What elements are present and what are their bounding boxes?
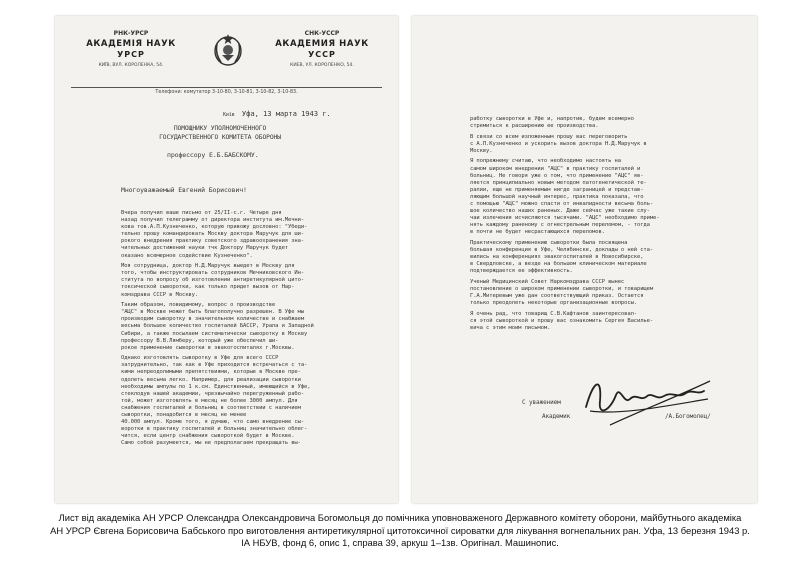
- letter-line: шое количество наших раненых. Даже сейчас уже такие слу-: [470, 208, 650, 215]
- signature-name: /А.Богомолец/: [665, 413, 711, 420]
- letter-line: Я попрежнему считаю, что необходимо настоять на: [470, 158, 621, 165]
- letter-line: чится, если центр снабжения сывороткой будет в Москве.: [121, 433, 295, 440]
- letter-line: снабжения госпиталей и больниц в соответствии с наличием: [121, 404, 301, 411]
- letter-line: необходимы ампулы по 1 к.см. Единственный, имеющийся в Уфе,: [121, 383, 311, 390]
- letter-line: большая конференция в Уфе, Челябинске, доклады о ней ста-: [470, 247, 654, 254]
- letterhead-left-name: АКАДЕМІЯ НАУК: [86, 39, 176, 49]
- letter-line: рокое применение сыворотки в эвакогоспиталях г.Москвы.: [121, 344, 295, 351]
- letter-line: чительных достижений науки тчк Доктору Маручук будет: [121, 245, 288, 252]
- letter-line: стеклодув нашей академии, чрезвычайно перегруженный рабо-: [121, 390, 305, 397]
- letter-body-back: [470, 116, 740, 332]
- letterhead-left-abbr: РНК-УРСР: [113, 30, 149, 37]
- letter-line: самом широком внедрении "АЦС" в практику госпиталей и: [470, 165, 641, 172]
- letterhead-right-abbr: СНК-УССР: [304, 30, 340, 37]
- letter-line: в Свердловске, а везде на большом клиническом материале: [470, 261, 647, 268]
- caption-line-2: АН УРСР Євгена Борисовича Бабського про виготовлення антиретикулярної цитотоксичної сироватки для лікування вогнепальних ран. Уфа, 13 березня 1943 р.: [50, 524, 750, 536]
- letter-line: рокого внедрения практику советского здравоохранения зна-: [121, 238, 305, 245]
- letter-line: того, чтобы инструктировать сотрудников Мечниковского Ин-: [121, 270, 305, 277]
- addressee-line-1: ПОМОЩНИКУ УПОЛНОМОЧЕННОГО: [173, 125, 267, 132]
- letter-line: "АЦС" в Москве может быть благополучно разрешен. В Уфе мы: [121, 309, 305, 316]
- letter-line: только преодолеть некоторые организационные вопросы.: [470, 300, 637, 307]
- letterhead-city: Київ: [223, 112, 235, 118]
- letter-line: кими непреодолимыми препятствиями, которые в Москве пре-: [121, 369, 301, 376]
- place-date: [223, 109, 331, 118]
- letter-line: с А.П.Кузнеченко и ускорить вызов доктора Н.Д.Маручук в: [470, 140, 647, 147]
- letter-line: работку сыворотки в Уфе и, напротив, будем всемерно: [470, 116, 634, 122]
- letterhead: [71, 30, 382, 100]
- letterhead-ukrainian: [71, 30, 191, 68]
- letter-line: производим сыворотку в значительном количестве и снабжаем: [121, 316, 305, 323]
- salutation: Многоуважаемый Евгений Борисович!: [121, 186, 247, 194]
- handwritten-signature: [580, 371, 715, 429]
- letter-line: оказано всемерное содействие Кузнеченко".: [121, 252, 253, 259]
- letter-line: вились на конференциях эвакогоспиталей в Новосибирске,: [470, 254, 644, 261]
- state-emblem-icon: [211, 32, 245, 68]
- letter-line: ляется принципиально новым методом патогенетической те-: [470, 179, 647, 186]
- letter-line: одолеть весьма легко. Например, для реализации сыворотки: [121, 376, 301, 383]
- letter-page-back: [412, 16, 757, 503]
- letter-line: токсической сыворотки, как только придет вызов от Нар-: [121, 284, 295, 291]
- letterhead-right-address: КИЕВ, УЛ. КОРОЛЕНКО, 54.: [290, 63, 354, 68]
- letter-line: с помощью "АЦС" можно спасти от инвалидности весьма боль-: [470, 201, 654, 208]
- letter-line: весьма большое количество госпиталей БАССР, Урала и Западной: [121, 323, 314, 330]
- letter-line: ститута по вопросу об изготовлении антиретикулярной цито-: [121, 277, 305, 284]
- caption-line-1: Лист від академіка АН УРСР Олександра Олександровича Богомольця до помічника уповноваженого Державного комітету оборони, майбутнього академіка: [58, 512, 742, 523]
- closing: С уважением: [522, 399, 561, 406]
- letter-line: чаи излечения исчисляются тысячами. "АЦС" необходимо приме-: [470, 215, 660, 222]
- letter-line: в почти не будет несрастающихся переломов.: [470, 229, 605, 236]
- letter-line: Ученый Медицинский Совет Наркомздрава СССР вынес: [470, 278, 625, 285]
- letter-line: назад получил телеграмму от директора института им.Мечни-: [121, 217, 305, 224]
- letter-line: Я очень рад, что товарищ С.В.Кафтанов заинтересовал-: [470, 310, 637, 317]
- letter-line: Вчера получил ваше письмо от 25/II-с.г. Четыре дня: [121, 210, 282, 216]
- letterhead-right-sub: УССР: [308, 50, 336, 59]
- letter-line: подтверждается ее эффективность.: [470, 268, 573, 275]
- letterhead-left-sub: УРСР: [117, 50, 145, 59]
- letter-line: Моя сотрудница, доктор Н.Д.Маручук выедет в Москву для: [121, 263, 295, 270]
- letter-line: вича с этим моим письмом.: [470, 325, 551, 332]
- letterhead-left-address: КИЇВ, ВУЛ. КОРОЛЕНКА, 54.: [98, 63, 164, 68]
- date-text: Уфа, 13 марта 194З г.: [241, 109, 331, 118]
- letterhead-divider: [71, 87, 382, 88]
- letter-line: той, может изготовлять в месяц не более 3000 ампул. Для: [121, 397, 298, 404]
- letter-line: тельно прошу командировать Москву доктора Маручук для ши-: [121, 231, 305, 238]
- letter-page-front: [55, 16, 398, 503]
- signature-role: Академик: [542, 413, 571, 420]
- letter-line: ся этой сывороткой и прошу вас ознакомить Сергея Василье-: [470, 317, 654, 324]
- letter-line: Само собой разумеется, мы не предполагаем прекращать вы-: [121, 440, 301, 447]
- letterhead-right-name: АКАДЕМИЯ НАУК: [275, 39, 369, 49]
- letter-line: затруднительно, так как в Уфе приходится встречаться с та-: [121, 362, 308, 369]
- addressee-name: профессору Е.Б.БАБСКОМУ.: [167, 151, 259, 159]
- letter-line: Сибири, а также посылаем систематически сыворотку в Москву: [121, 330, 308, 337]
- letter-line: нять каждому раненому с огнестрельным переломом, - тогда: [470, 222, 650, 229]
- letter-line: профессору В.В.Лямберу, который уже обеспечил ши-: [121, 337, 279, 344]
- letter-line: кова тов.А.П.Кузнеченко, которую привожу дословно: "Убеди-: [121, 224, 308, 231]
- letterhead-phones: Телефони: комутатор 3-10-80, 3-10-81, 3-10-82, 3-10-83.: [155, 90, 298, 95]
- letter-line: воротки в практику госпиталей и больниц значительно облег-: [121, 426, 308, 433]
- letter-line: В связи со всем изложенным прошу вас переговорить: [470, 133, 628, 140]
- letter-line: 40.000 ампул. Кроме того, я думаю, что само внедрение сы-: [121, 419, 305, 426]
- addressee: [125, 124, 315, 142]
- addressee-line-2: ГОСУДАРСТВЕННОГО КОМИТЕТА ОБОРОНЫ: [159, 134, 281, 141]
- letter-line: Таким образом, повидимому, вопрос о производстве: [121, 302, 276, 309]
- letter-line: больниц. Не говоря уже о том, что применение "АЦС" яв-: [470, 172, 644, 179]
- letter-line: Г.А.Митеревым уже дан соответствующий приказ. Остается: [470, 293, 644, 300]
- letter-line: постановление о широком применении сыворотки, и товарищем: [470, 286, 654, 293]
- letterhead-russian: [262, 30, 382, 68]
- letter-line: Москву.: [470, 147, 493, 154]
- letter-line: Практическому применению сыворотки была посвящена: [470, 240, 628, 246]
- archive-caption: [0, 512, 800, 550]
- letter-line: ляющим большой научный интерес, практика показала, что: [470, 193, 644, 200]
- letter-line: комздрава СССР в Москву.: [121, 291, 199, 298]
- letter-line: Однако изготовлять сыворотку в Уфе для всего СССР: [121, 355, 279, 362]
- letter-line: сыворотки, понадобится в месяц не менее: [121, 412, 247, 419]
- caption-line-3: ІА НБУВ, фонд 6, опис 1, справа 39, аркуш 1–1зв. Оригінал. Машинопис.: [241, 537, 559, 549]
- letter-line: рапии, еще не применяемым нигде заграницей и представ-: [470, 186, 644, 193]
- letter-line: стремиться к расширению ее производства.: [470, 123, 599, 130]
- letter-body-front: [121, 210, 383, 448]
